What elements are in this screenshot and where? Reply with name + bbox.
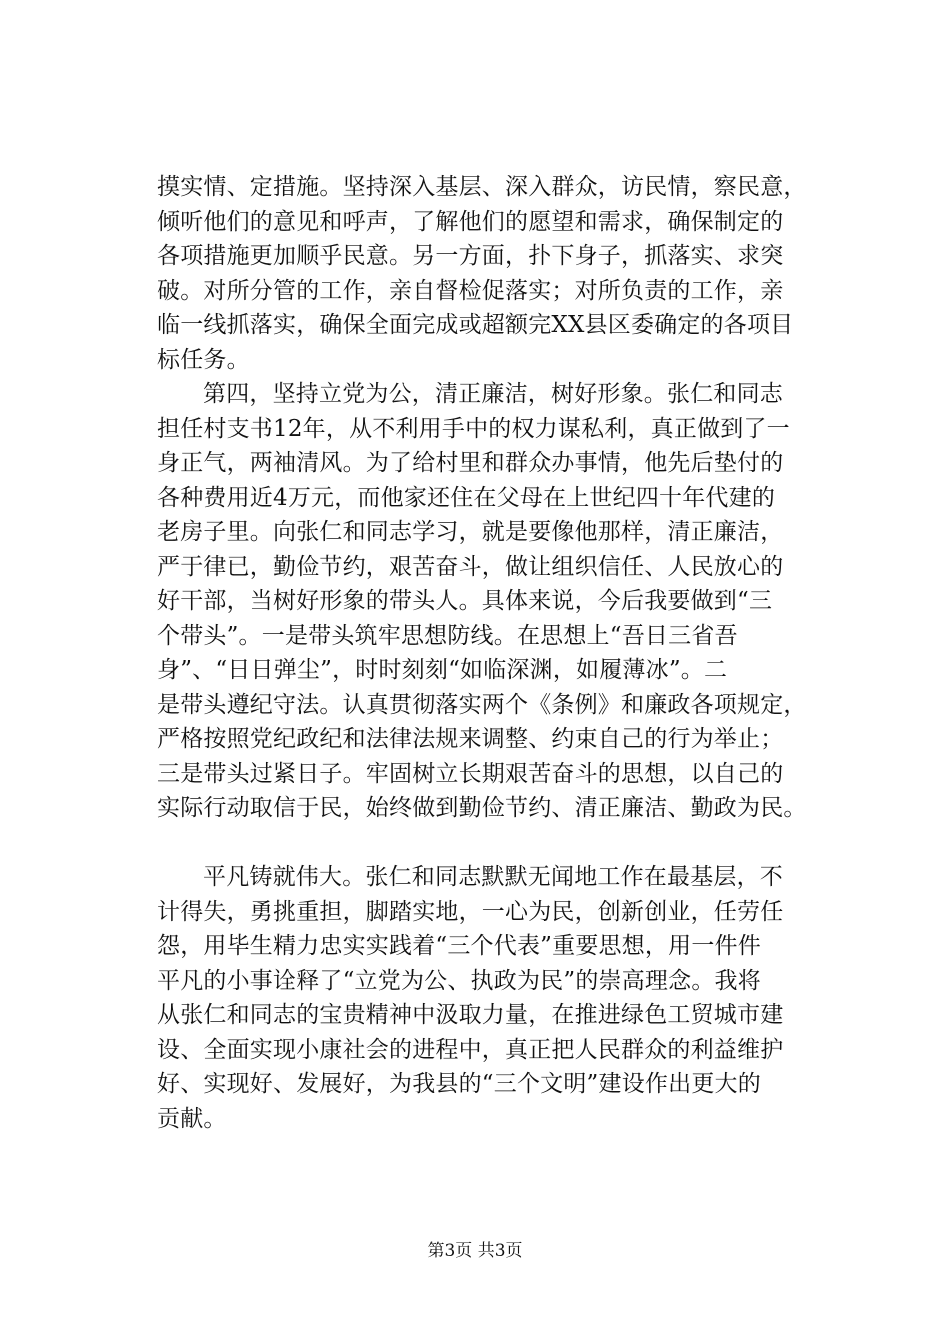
text-line: 严格按照党纪政纪和法律法规来调整、约束自己的行为举止； — [157, 726, 784, 752]
text-line: 身”、“日日弹尘”，时时刻刻“如临深渊，如履薄冰”。二 — [157, 657, 728, 683]
text-line: 破。对所分管的工作，亲自督检促落实；对所负责的工作，亲 — [157, 277, 784, 304]
text-line: 临一线抓落实，确保全面完成或超额完XX县区委确定的各项目 — [157, 312, 794, 338]
text-line: 设、全面实现小康社会的进程中，真正把人民群众的利益维护 — [157, 1036, 784, 1063]
text-line: 计得失，勇挑重担，脚踏实地，一心为民，创新创业，任劳任 — [157, 898, 784, 925]
page-number-footer: 第3页 共3页 — [427, 1241, 523, 1261]
paragraph-gap — [157, 826, 857, 861]
text-line: 担任村支书12年，从不利用手中的权力谋私利，真正做到了一 — [157, 415, 790, 442]
text-line: 好干部，当树好形象的带头人。具体来说，今后我要做到“三 — [157, 588, 773, 614]
text-line: 个带头”。一是带头筑牢思想防线。在思想上“吾日三省吾 — [157, 622, 738, 649]
text-line: 老房子里。向张仁和同志学习，就是要像他那样，清正廉洁， — [157, 519, 784, 545]
document-body — [157, 170, 857, 1136]
text-line: 贡献。 — [157, 1105, 227, 1132]
text-line: 实际行动取信于民，始终做到勤俭节约、清正廉洁、勤政为民。 — [157, 795, 807, 821]
text-line: 是带头遵纪守法。认真贯彻落实两个《条例》和廉政各项规定， — [157, 691, 807, 718]
text-line: 三是带头过紧日子。牢固树立长期艰苦奋斗的思想，以自己的 — [157, 760, 784, 787]
text-line: 标任务。 — [157, 346, 250, 373]
text-line: 摸实情、定措施。坚持深入基层、深入群众，访民情，察民意， — [157, 174, 807, 200]
paragraph-start-line: 平凡铸就伟大。张仁和同志默默无闻地工作在最基层，不 — [203, 864, 783, 890]
text-line: 各种费用近4万元，而他家还住在父母在上世纪四十年代建的 — [157, 484, 776, 511]
text-line: 平凡的小事诠释了“立党为公、执政为民”的崇高理念。我将 — [157, 967, 761, 994]
text-line: 严于律已，勤俭节约，艰苦奋斗，做让组织信任、人民放心的 — [157, 553, 784, 580]
text-line: 从张仁和同志的宝贵精神中汲取力量，在推进绿色工贸城市建 — [157, 1002, 784, 1028]
text-line: 怨，用毕生精力忠实实践着“三个代表”重要思想，用一件件 — [157, 933, 761, 959]
text-line: 倾听他们的意见和呼声，了解他们的愿望和需求，确保制定的 — [157, 208, 784, 235]
text-line: 身正气，两袖清风。为了给村里和群众办事情，他先后垫付的 — [157, 450, 784, 476]
text-line: 好、实现好、发展好，为我县的“三个文明”建设作出更大的 — [157, 1071, 761, 1097]
paragraph-start-line: 第四，坚持立党为公，清正廉洁，树好形象。张仁和同志 — [203, 381, 783, 407]
text-line: 各项措施更加顺乎民意。另一方面，扑下身子，抓落实、求突 — [157, 243, 784, 269]
